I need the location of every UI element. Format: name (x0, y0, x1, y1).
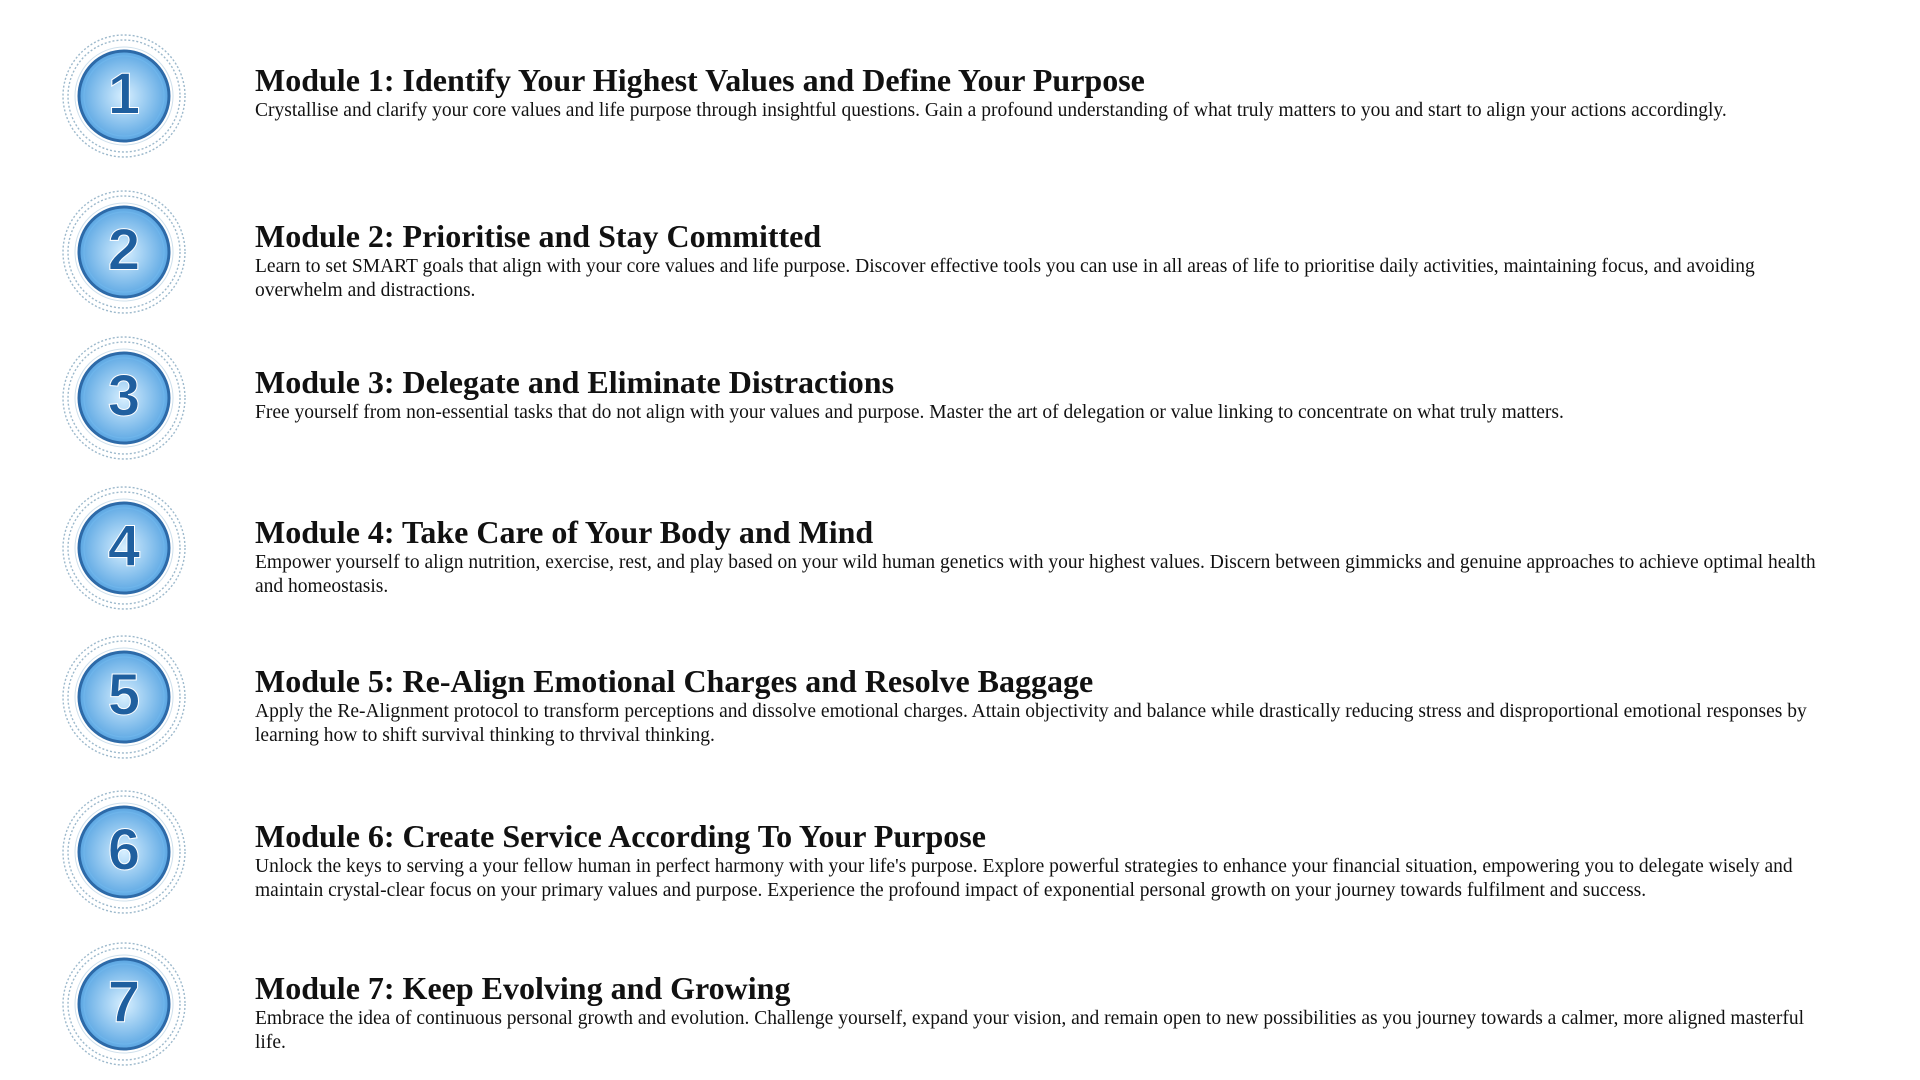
module-description: Apply the Re-Alignment protocol to transform perceptions and dissolve emotional charges. Attain objectivity and balance while drastically reducing stress and disproportional emotional responses by learning how to shift survival thinking to thrvival thinking. (255, 701, 1807, 746)
module-text-6 (255, 818, 1835, 903)
module-text-2 (255, 218, 1835, 303)
module-text-5 (255, 663, 1835, 748)
badge-number: 1 (107, 61, 141, 127)
module-item-5 (0, 633, 1920, 773)
module-description: Empower yourself to align nutrition, exercise, rest, and play based on your wild human genetics with your highest values. Discern between gimmicks and genuine approaches to achieve optimal health and homeostasis. (255, 552, 1816, 597)
module-description: Learn to set SMART goals that align with your core values and life purpose. Discover effective tools you can use in all areas of life to prioritise daily activities, maintaining focus, and avoiding overwhelm and distractions. (255, 256, 1755, 301)
badge-number: 4 (107, 513, 141, 579)
badge-number: 7 (107, 969, 141, 1035)
module-item-4 (0, 484, 1920, 624)
module-title: Module 4: Take Care of Your Body and Mind (255, 514, 874, 550)
module-title: Module 1: Identify Your Highest Values and Define Your Purpose (255, 62, 1145, 98)
module-text-3 (255, 364, 1835, 425)
number-5-badge-icon (60, 633, 188, 761)
badge-number: 3 (107, 363, 141, 429)
module-title: Module 6: Create Service According To Your Purpose (255, 818, 986, 854)
module-item-7 (0, 940, 1920, 1080)
badge-number: 6 (107, 817, 141, 883)
number-6-badge-icon (60, 788, 188, 916)
number-4-badge-icon (60, 484, 188, 612)
module-title: Module 2: Prioritise and Stay Committed (255, 218, 822, 254)
module-item-1 (0, 32, 1920, 172)
number-2-badge-icon (60, 188, 188, 316)
module-item-3 (0, 334, 1920, 474)
number-3-badge-icon (60, 334, 188, 462)
module-text-7 (255, 970, 1835, 1055)
module-text-4 (255, 514, 1835, 599)
module-description: Unlock the keys to serving a your fellow human in perfect harmony with your life's purpose. Explore powerful strategies to enhance your financial situation, empowering you to delegate wisely and maintain crystal-clear focus on your primary values and purpose. Experience the profound impact of exponential personal growth on your journey towards fulfilment and success. (255, 856, 1793, 901)
module-title: Module 5: Re-Align Emotional Charges and Resolve Baggage (255, 663, 1094, 699)
module-description: Free yourself from non-essential tasks that do not align with your values and purpose. Master the art of delegation or value linking to concentrate on what truly matters. (255, 402, 1564, 423)
module-description: Embrace the idea of continuous personal growth and evolution. Challenge yourself, expand your vision, and remain open to new possibilities as you journey towards a calmer, more aligned masterful life. (255, 1008, 1805, 1053)
badge-number: 2 (107, 217, 141, 283)
badge-number: 5 (107, 662, 141, 728)
module-text-1 (255, 62, 1835, 123)
module-title: Module 7: Keep Evolving and Growing (255, 970, 791, 1006)
number-1-badge-icon (60, 32, 188, 160)
module-title: Module 3: Delegate and Eliminate Distractions (255, 364, 895, 400)
module-item-6 (0, 788, 1920, 928)
module-description: Crystallise and clarify your core values and life purpose through insightful questions. Gain a profound understanding of what truly matters to you and start to align your actions accordingly. (255, 100, 1727, 121)
number-7-badge-icon (60, 940, 188, 1068)
module-item-2 (0, 188, 1920, 328)
